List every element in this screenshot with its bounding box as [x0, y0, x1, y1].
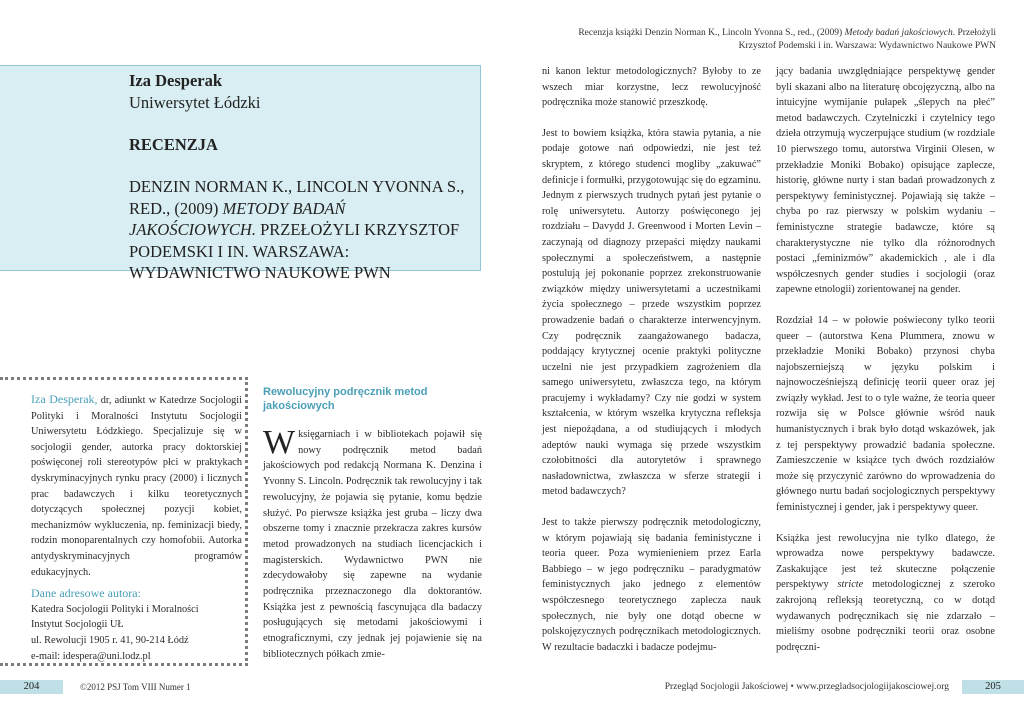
footer-left [0, 680, 512, 694]
author-name: Iza Desperak [129, 71, 223, 90]
book-reference-part2: PRZEŁOŻYLI KRZYSZTOF PODEMSKI I IN. WARSZAWA: WYDAWNICTWO NAUKOWE PWN [129, 220, 460, 282]
section-title: Rewolucyjny podręcznik metod jakościowych [263, 386, 428, 412]
intro-paragraph [263, 424, 482, 663]
paragraph-part: Książka jest rewolucyjna nie tylko dlatego, że wprowadza nowe perspektywy badawcze. Zaskakujące jest też skuteczne połączenie perspektywy [776, 532, 995, 591]
header-line-2: Krzysztof Podemski i in. Warszawa: Wydawnictwo Naukowe PWN [738, 41, 996, 51]
header-book-title: Metody badań jakościowych [844, 28, 953, 38]
address-line: ul. Rewolucji 1905 r. 41, 90-214 Łódź [31, 634, 189, 646]
author-affiliation: Uniwersytet Łódzki [129, 93, 261, 112]
footer-right [512, 680, 1024, 694]
review-label: RECENZJA [129, 135, 218, 154]
address-line: Katedra Socjologii Polityki i Moralności [31, 603, 199, 615]
title-block [129, 70, 474, 284]
page-number-right: 205 [962, 680, 1024, 694]
paragraph: jący badania uwzględniające perspektywę gender byli skazani albo na literaturę obcojęzyczną, albo na intuicyjne wymijanie pułapek „ślepych na płeć” metod badawczych. Czytelniczki i czytelnicy tego dzieła otrzymują wyczerpujące studium (w rozdziale 10 pierwszego tomu, autorstwa Virginii Olesen, w przekładzie Moniki Bobako) opisujące zaplecze, historię, główne nurty i stan badań prowadzonych z perspektywy feministycznej. Pojawiają się także – chyba po raz pierwszy w polskim wydaniu – feministyczne strategie badawcze, które są charakterystyczne nie tylko dla różnorodnych postaci „feminizmów” akademickich , ale i dla współczesnych gender studies i socjologii (oraz zapewne etnologii) zorientowanej na gender. [776, 66, 995, 296]
book-reference [129, 176, 474, 284]
address-heading: Dane adresowe autora: [31, 586, 141, 601]
drop-cap: W [263, 424, 296, 461]
journal-name-link[interactable]: Przegląd Socjologii Jakościowej • www.przegladsocjologiijakosciowej.org [664, 682, 949, 692]
header-prefix: Recenzja książki Denzin Norman K., Lincoln Yvonna S., red., (2009) [578, 28, 845, 38]
bio-name: Iza Desperak, [31, 392, 98, 406]
paragraph: Jest to bowiem książka, która stawia pytania, a nie podaje gotowe nań odpowiedzi, nie jest też skryptem, z którego studenci mogliby „zakuwać” definicje i formułki, przygotowując się do egzaminu. Jednym z pierwszych trudnych pytań jest pytanie o rolę uniwersytetu. Autorzy poświęconego jej rozdziału – Davydd J. Greenwood i Morten Levin – zaczynają od diagnozy przepaści między naukami społecznymi a społeczeństwem, a następnie postulują jej pokonanie poprzez zrekonstruowanie związków między uniwersytetami a uczestnikami życia społecznego – przede wszystkim poprzez prowadzenie badań o charakterze interwencyjnym. Czy podręcznik zaangażowanego badacza, poddający krytycznej ocenie praktyki polityczne uczelni nie jest przypadkiem zagrożeniem dla samego uniwersytetu, zwłaszcza tego, na którym pracujemy i wykładamy? Czy nie godzi w system kształcenia, w którym wszelka krytyczna refleksja jest niepożądana, a od studiujących i młodych adeptów nauki wymaga się przede wszystkim czołobitności dla autorytetów i sprawnego nasładownictwa, zwłaszcza w sferze strategii i metod badawczych? [542, 127, 761, 498]
header-suffix: . Przełożyli [952, 28, 996, 38]
author-bio-box [0, 377, 248, 666]
intro-text: księgarniach i w bibliotekach pojawił się nowy podręcznik metod badań jakościowych pod redakcją Normana K. Denzina i Yvonny S. Lincoln. Podręcznik tak rewolucyjny i tak rewolucyjny, że pojawia się pytanie, komu będzie służyć. Po pierwsze książka jest gruba – liczy dwa obszerne tomy i znacznie przekracza zakres kursów metod prowadzonych na studiach licencjackich i magisterskich. Wydawnictwo PWN nie zdecydowałoby się zapewne na wydanie podręcznika przeznaczonego dla doktorantów. Książka jest z pewnością fascynująca dla badaczy posługujących się metodami jakościowymi i etnograficznymi, czy jednak jej pojawienie się na bibliotecznych półkach zmie- [263, 429, 482, 660]
page-number-left: 204 [0, 680, 63, 694]
paragraph [776, 531, 995, 656]
title-box [0, 65, 481, 282]
address-line: Instytut Socjologii UŁ [31, 619, 124, 631]
address-email: e-mail: idespera@uni.lodz.pl [31, 650, 151, 662]
book-reference-title: METODY BADAŃ JAKOŚCIOWYCH. [129, 198, 346, 239]
bio-text: dr, adiunkt w Katedrze Socjologii Polityki i Moralności Instytutu Socjologii Uniwersytetu Łódzkiego. Specjalizuje się w socjologii gender, autorka pracy doktorskiej poświęconej roli stereotypów płci w praktykach dyskryminacyjnych rynku pracy (2000) i licznych prac badawczych i kilku teoretycznych dotyczących społecznej pozycji kobiet, mechanizmów wykluczenia, np. feminizacji biedy, rodzin monoparentalnych czy homofobii. Autorka antydyskryminacyjnych programów edukacyjnych. [31, 395, 242, 578]
journal-issue: ©2012 PSJ Tom VIII Numer 1 [80, 682, 191, 692]
paragraph: ni kanon lektur metodologicznych? Byłoby to ze wszech miar korzystne, lecz rewolucyjność podręcznika może stanowić przeszkodę. [542, 66, 761, 109]
right-page [512, 0, 1024, 724]
right-column-2 [776, 64, 995, 670]
paragraph-part: metodologicznej z szeroko zakrojoną refleksją teoretyczną, co w dotąd wydawanych podręcznikach się nie zdarzało – mieliśmy osobne podręczniki teorii oraz osobne podręczni- [776, 579, 995, 653]
left-text-column [263, 385, 482, 663]
running-header [536, 27, 996, 53]
paragraph: Jest to także pierwszy podręcznik metodologiczny, w którym pojawiają się badania feministyczne i teoria queer. Poza wymienieniem przez Earla Babbiego – w jego podręczniku – paradygmatów feministycznych jako jednego z elementów współczesnego teoretycznego zaplecza nauk społecznych, nie były one dotąd obecne w polskojęzycznych podręcznikach metodologicznych. W rezultacie badaczki i badacze podejmu- [542, 517, 761, 653]
bio-paragraph [31, 392, 242, 580]
paragraph-italic: stricte [837, 579, 864, 591]
right-column-1 [542, 64, 761, 670]
header-line-1 [536, 27, 996, 40]
author-bio [31, 392, 242, 664]
book-reference-part1: DENZIN NORMAN K., LINCOLN YVONNA S., RED., (2009) [129, 177, 465, 218]
paragraph: Rozdział 14 – w połowie poświecony tylko teorii queer – (autorstwa Kena Plummera, znowu w przekładzie Moniki Bobako) przynosi chyba najobszerniejszą w języku polskim i najnowocześniejszą definicję teorii queer oraz jej związły wykład. Jest to o tyle ważne, że teoria queer rozwija się w Polsce głównie wśród nauk humanistycznych i brak było dotąd wskazówek, jak z tej perspektywy prowadzić badania społeczne. Zamieszczenie w książce tych dwóch rozdziałów może się przyczynić zarówno do wprowadzenia do głównego nurtu badań socjologicznych perspektywy feministycznej i gender, jak i perspektywy queer. [776, 314, 995, 514]
